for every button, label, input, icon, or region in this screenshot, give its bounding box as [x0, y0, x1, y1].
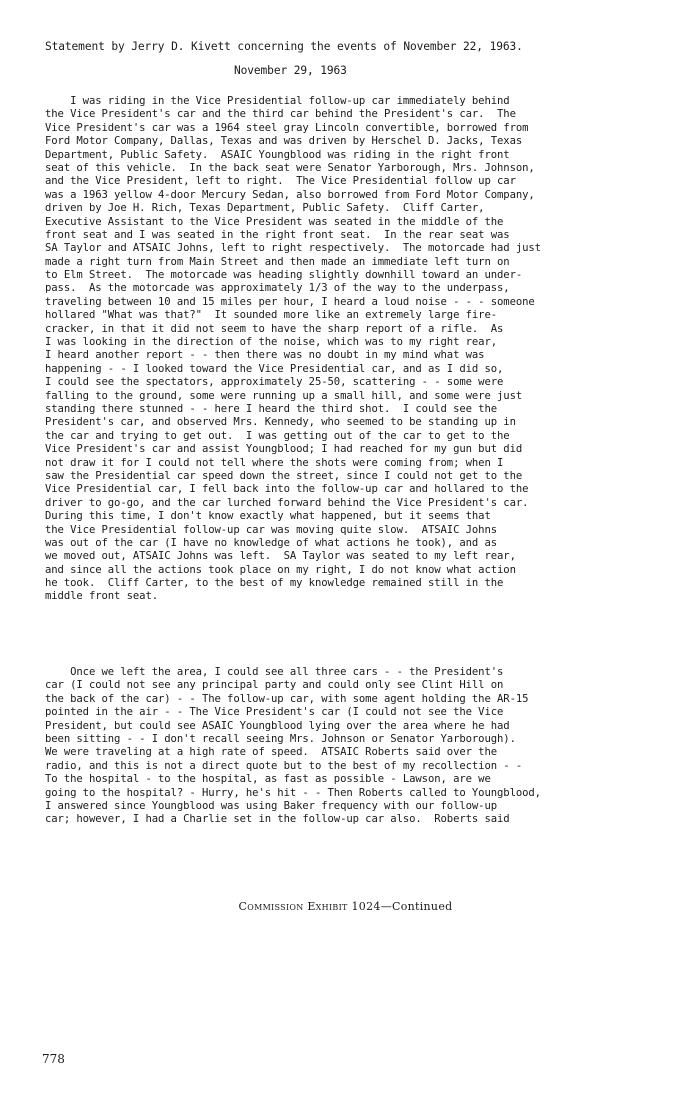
text-line: I heard another report - - then there was no doubt in my mind what was: [45, 349, 485, 362]
text-line: President's car, and observed Mrs. Kennedy, who seemed to be standing up in: [45, 416, 516, 429]
text-line: the Vice President's car and the third car behind the President's car. The: [45, 108, 516, 121]
text-line: President, but could see ASAIC Youngblood lying over the area where he had: [45, 719, 510, 732]
text-line: the back of the car) - - The follow-up car, with some agent holding the AR-15: [45, 692, 529, 705]
text-line: SA Taylor and ATSAIC Johns, left to right respectively. The motorcade had just: [45, 242, 541, 255]
text-line: traveling between 10 and 15 miles per hour, I heard a loud noise - - - someone: [45, 295, 535, 308]
text-line: Vice Presidential car, I fell back into the follow-up car and hollared to the: [45, 483, 529, 496]
text-line: the car and trying to get out. I was getting out of the car to get to the: [45, 429, 510, 442]
text-line: we moved out, ATSAIC Johns was left. SA Taylor was seated to my left rear,: [45, 550, 516, 563]
text-line: seat of this vehicle. In the back seat were Senator Yarborough, Mrs. Johnson,: [45, 161, 535, 174]
text-line: car; however, I had a Charlie set in the follow-up car also. Roberts said: [45, 813, 510, 826]
text-line: was out of the car (I have no knowledge of what actions he took), and as: [45, 536, 498, 549]
text-line: the Vice Presidential follow-up car was moving quite slow. ATSAIC Johns: [45, 523, 498, 536]
text-line: pointed in the air - - The Vice President's car (I could not see the Vice: [45, 706, 504, 719]
text-line: driven by Joe H. Rich, Texas Department, Public Safety. Cliff Carter,: [45, 202, 485, 215]
paragraph-2: [45, 666, 645, 827]
text-line: falling to the ground, some were running up a small hill, and some were just: [45, 389, 523, 402]
text-line: Vice President's car was a 1964 steel gray Lincoln convertible, borrowed from: [45, 121, 529, 134]
text-line: going to the hospital? - Hurry, he's hit - - Then Roberts called to Youngblood,: [45, 786, 541, 799]
text-line: and the Vice President, left to right. The Vice Presidential follow up car: [45, 175, 516, 188]
exhibit-caption: [0, 900, 691, 913]
text-line: he took. Cliff Carter, to the best of my knowledge remained still in the: [45, 577, 504, 590]
text-line: was a 1963 yellow 4-door Mercury Sedan, also borrowed from Ford Motor Company,: [45, 188, 535, 201]
text-line: We were traveling at a high rate of speed. ATSAIC Roberts said over the: [45, 746, 498, 759]
text-line: car (I could not see any principal party and could only see Clint Hill on: [45, 679, 504, 692]
text-line: Once we left the area, I could see all three cars - - the President's: [45, 666, 504, 678]
text-line: standing there stunned - - here I heard the third shot. I could see the: [45, 402, 498, 415]
text-line: to Elm Street. The motorcade was heading slightly downhill toward an under-: [45, 269, 523, 282]
page-number: 778: [42, 1052, 65, 1066]
text-line: I could see the spectators, approximately 25-50, scattering - - some were: [45, 376, 504, 389]
text-line: radio, and this is not a direct quote but to the best of my recollection - -: [45, 759, 523, 772]
text-line: not draw it for I could not tell where the shots were coming from; when I: [45, 456, 504, 469]
text-line: saw the Presidential car speed down the street, since I could not get to the: [45, 469, 523, 482]
text-line: Department, Public Safety. ASAIC Youngblood was riding in the right front: [45, 148, 510, 161]
text-line: made a right turn from Main Street and then made an immediate left turn on: [45, 255, 510, 268]
text-line: and since all the actions took place on my right, I do not know what action: [45, 563, 516, 576]
text-line: hollared "What was that?" It sounded more like an extremely large fire-: [45, 309, 498, 322]
statement-date: November 29, 1963: [234, 64, 347, 77]
text-line: I was riding in the Vice Presidential follow-up car immediately behind: [45, 95, 510, 107]
text-line: Executive Assistant to the Vice President was seated in the middle of the: [45, 215, 504, 228]
text-line: During this time, I don't know exactly what happened, but it seems that: [45, 510, 491, 523]
text-line: I answered since Youngblood was using Baker frequency with our follow-up: [45, 799, 498, 812]
text-line: pass. As the motorcade was approximately 1/3 of the way to the underpass,: [45, 282, 510, 295]
text-line: To the hospital - to the hospital, as fast as possible - Lawson, are we: [45, 773, 491, 786]
text-line: happening - - I looked toward the Vice Presidential car, and as I did so,: [45, 362, 504, 375]
text-line: I was looking in the direction of the noise, which was to my right rear,: [45, 336, 498, 349]
exhibit-suffix: —Continued: [380, 900, 453, 913]
statement-header: Statement by Jerry D. Kivett concerning the events of November 22, 1963.: [45, 40, 523, 53]
exhibit-label: Commission Exhibit 1024: [238, 900, 381, 913]
text-line: front seat and I was seated in the right front seat. In the rear seat was: [45, 228, 510, 241]
text-line: driver to go-go, and the car lurched forward behind the Vice President's car.: [45, 496, 529, 509]
text-line: middle front seat.: [45, 590, 159, 603]
text-line: cracker, in that it did not seem to have the sharp report of a rifle. As: [45, 322, 504, 335]
text-line: been sitting - - I don't recall seeing Mrs. Johnson or Senator Yarborough).: [45, 732, 516, 745]
paragraph-1: [45, 95, 645, 604]
text-line: Vice President's car and assist Youngblood; I had reached for my gun but did: [45, 443, 523, 456]
text-line: Ford Motor Company, Dallas, Texas and was driven by Herschel D. Jacks, Texas: [45, 135, 523, 148]
